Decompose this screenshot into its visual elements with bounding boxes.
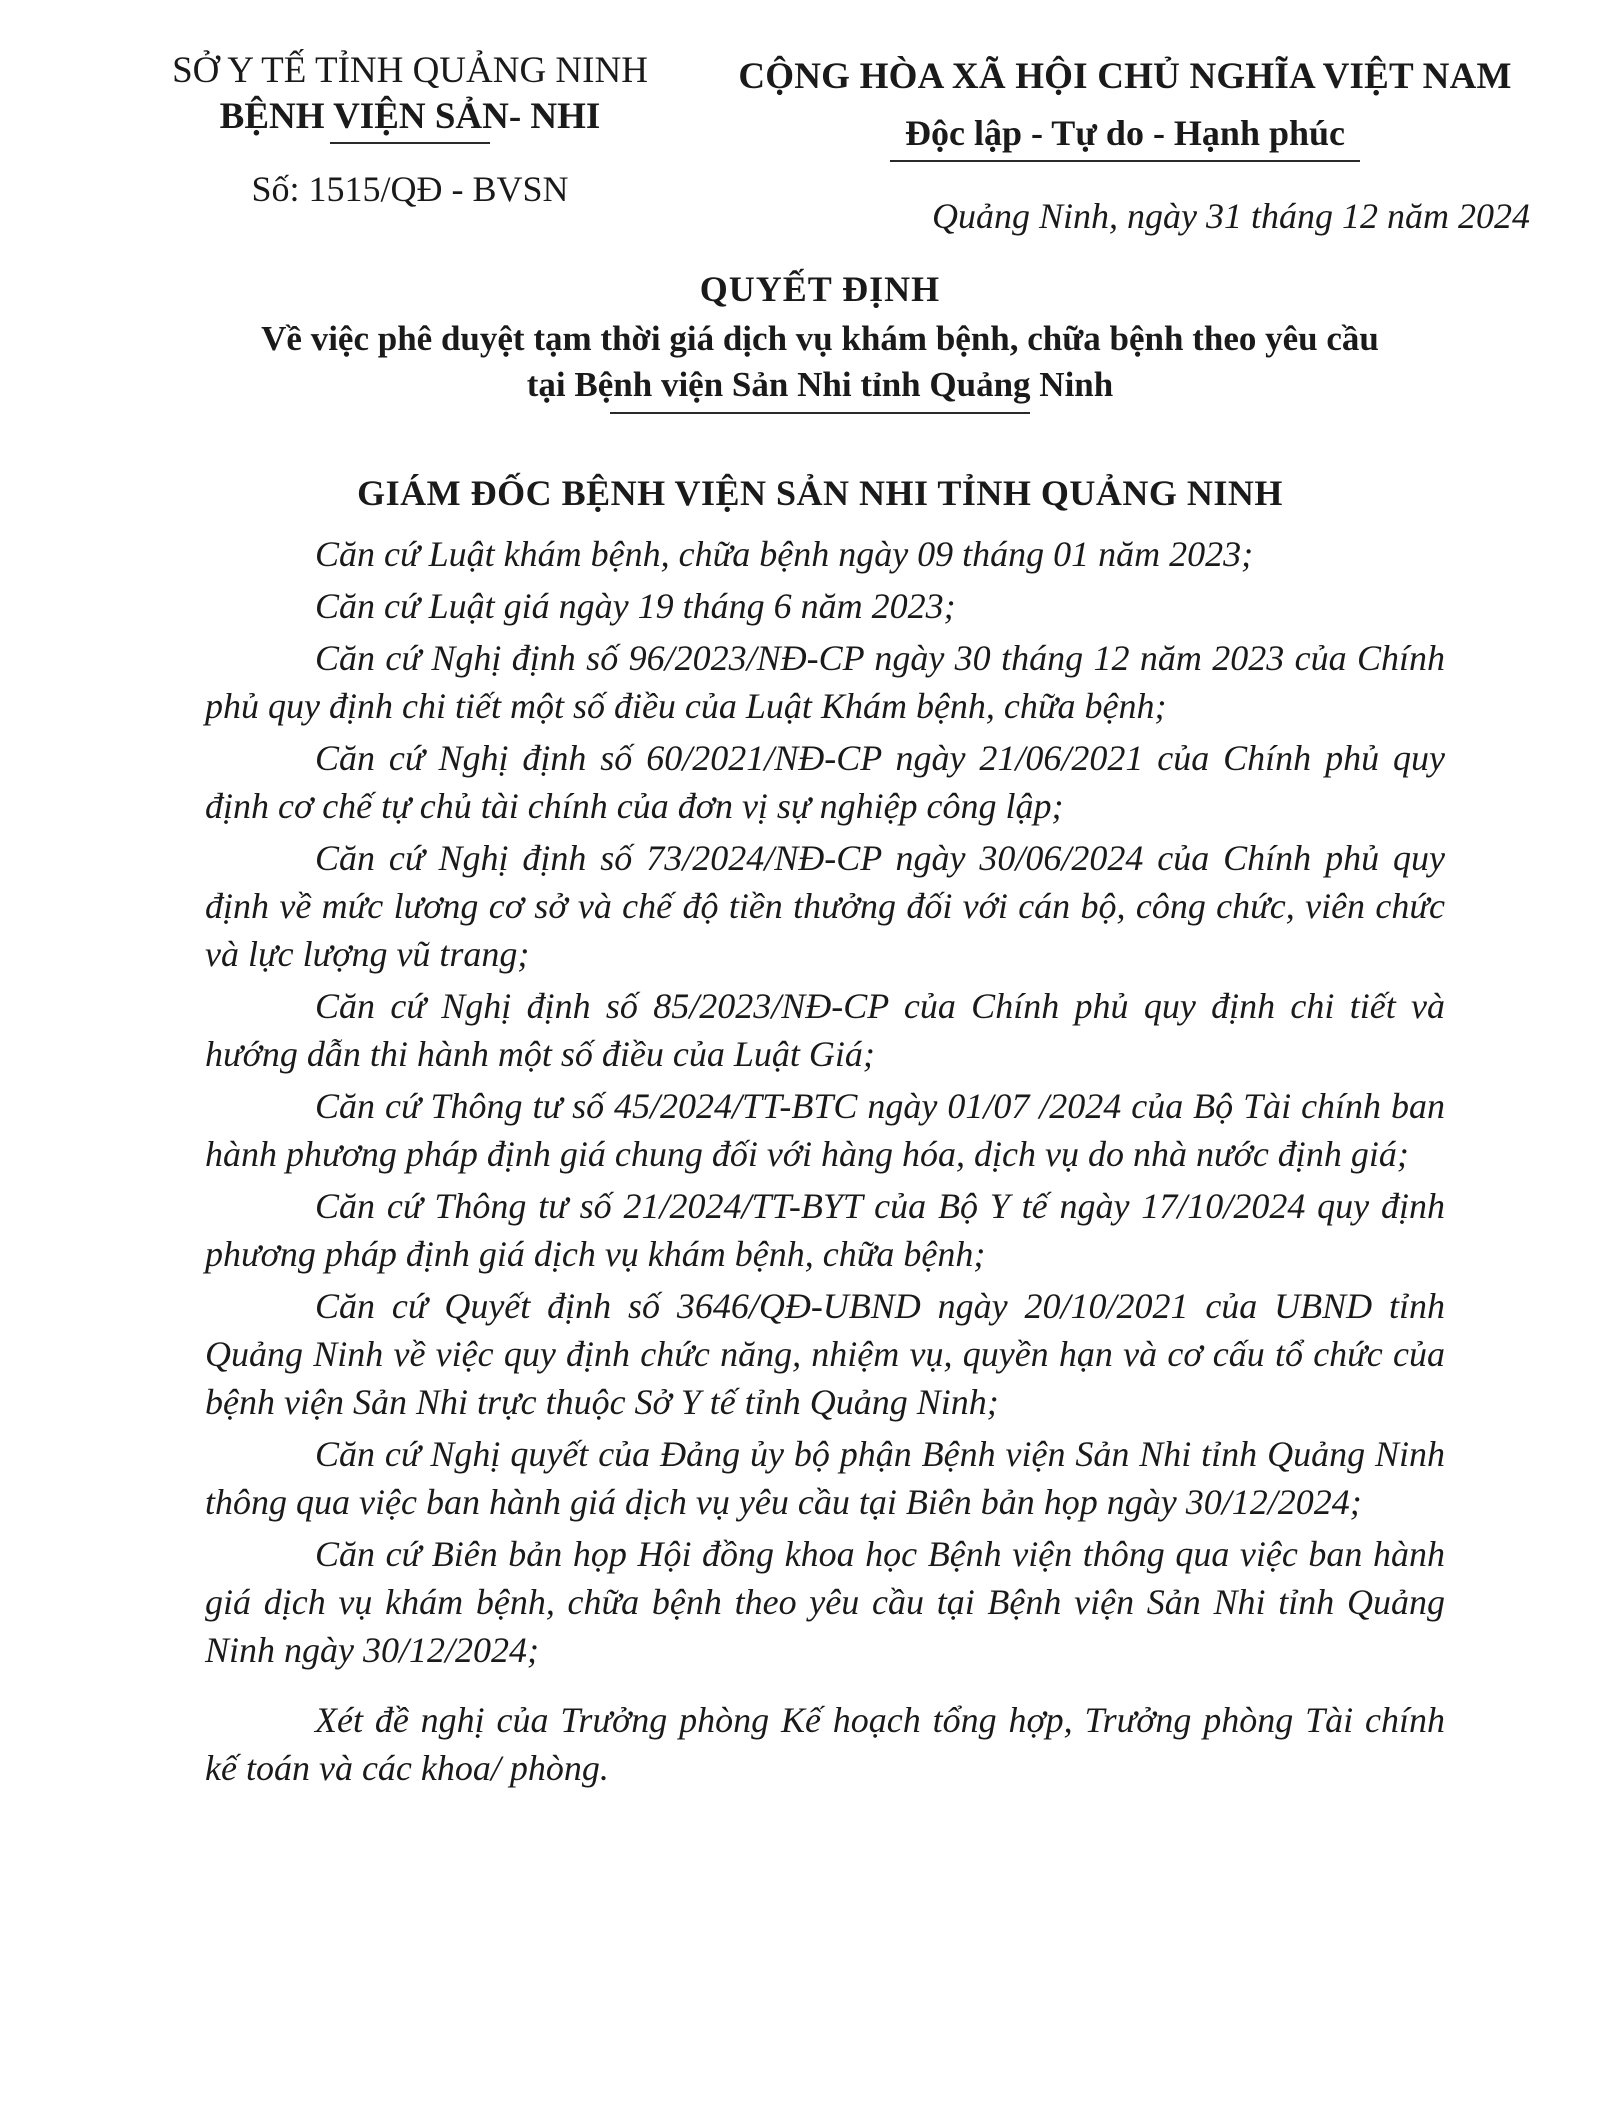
legal-bases [205, 530, 1445, 1796]
legal-basis-item: Căn cứ Nghị định số 96/2023/NĐ-CP ngày 30 tháng 12 năm 2023 của Chính phủ quy định chi tiết một số điều của Luật Khám bệnh, chữa bệnh; [205, 638, 1445, 726]
director-heading: GIÁM ĐỐC BỆNH VIỆN SẢN NHI TỈNH QUẢNG NINH [357, 473, 1283, 513]
hospital-underline [330, 142, 490, 144]
department-name: SỞ Y TẾ TỈNH QUẢNG NINH [172, 50, 648, 91]
decision-heading: QUYẾT ĐỊNH [699, 269, 941, 309]
legal-basis-item: Căn cứ Thông tư số 45/2024/TT-BTC ngày 01/07 /2024 của Bộ Tài chính ban hành phương pháp định giá chung đối với hàng hóa, dịch vụ do nhà nước định giá; [205, 1086, 1445, 1174]
national-heading-block [710, 54, 1540, 162]
document-number: Số: 1515/QĐ - BVSN [251, 169, 569, 209]
legal-basis-item: Căn cứ Luật giá ngày 19 tháng 6 năm 2023; [315, 586, 956, 626]
title-underline [610, 412, 1030, 414]
issue-date: Quảng Ninh, ngày 31 tháng 12 năm 2024 [932, 196, 1530, 236]
legal-basis-item: Căn cứ Biên bản họp Hội đồng khoa học Bệnh viện thông qua việc ban hành giá dịch vụ khám bệnh, chữa bệnh theo yêu cầu tại Bệnh viện Sản Nhi tỉnh Quảng Ninh ngày 30/12/2024; [205, 1534, 1445, 1670]
hospital-name: BỆNH VIỆN SẢN- NHI [219, 96, 601, 137]
legal-basis-item: Căn cứ Quyết định số 3646/QĐ-UBND ngày 20/10/2021 của UBND tỉnh Quảng Ninh về việc quy định chức năng, nhiệm vụ, quyền hạn và cơ cấu tổ chức của bệnh viện Sản Nhi trực thuộc Sở Y tế tỉnh Quảng Ninh; [205, 1286, 1445, 1422]
legal-basis-item: Căn cứ Nghị định số 85/2023/NĐ-CP của Chính phủ quy định chi tiết và hướng dẫn thi hành một số điều của Luật Giá; [205, 986, 1445, 1074]
legal-basis-item: Căn cứ Thông tư số 21/2024/TT-BYT của Bộ Y tế ngày 17/10/2024 quy định phương pháp định giá dịch vụ khám bệnh, chữa bệnh; [205, 1186, 1445, 1274]
legal-basis-item: Căn cứ Nghị quyết của Đảng ủy bộ phận Bệnh viện Sản Nhi tỉnh Quảng Ninh thông qua việc ban hành giá dịch vụ yêu cầu tại Biên bản họp ngày 30/12/2024; [205, 1434, 1445, 1522]
legal-basis-item: Căn cứ Nghị định số 73/2024/NĐ-CP ngày 30/06/2024 của Chính phủ quy định về mức lương cơ sở và chế độ tiền thưởng đối với cán bộ, công chức, viên chức và lực lượng vũ trang; [205, 838, 1445, 974]
national-motto: Độc lập - Tự do - Hạnh phúc [904, 113, 1346, 153]
decision-subject-line2: tại Bệnh viện Sản Nhi tỉnh Quảng Ninh [526, 365, 1114, 404]
issuing-authority-block [140, 48, 680, 212]
decision-title-block [200, 266, 1440, 414]
legal-basis-item: Căn cứ Luật khám bệnh, chữa bệnh ngày 09 tháng 01 năm 2023; [315, 534, 1254, 574]
decision-subject-line1: Về việc phê duyệt tạm thời giá dịch vụ khám bệnh, chữa bệnh theo yêu cầu [261, 319, 1379, 358]
motto-underline [890, 160, 1360, 162]
legal-basis-item: Căn cứ Nghị định số 60/2021/NĐ-CP ngày 21/06/2021 của Chính phủ quy định cơ chế tự chủ tài chính của đơn vị sự nghiệp công lập; [205, 738, 1445, 826]
proposal-paragraph: Xét đề nghị của Trưởng phòng Kế hoạch tổng hợp, Trưởng phòng Tài chính kế toán và các khoa/ phòng. [205, 1700, 1445, 1788]
nation-name: CỘNG HÒA XÃ HỘI CHỦ NGHĨA VIỆT NAM [738, 56, 1512, 97]
